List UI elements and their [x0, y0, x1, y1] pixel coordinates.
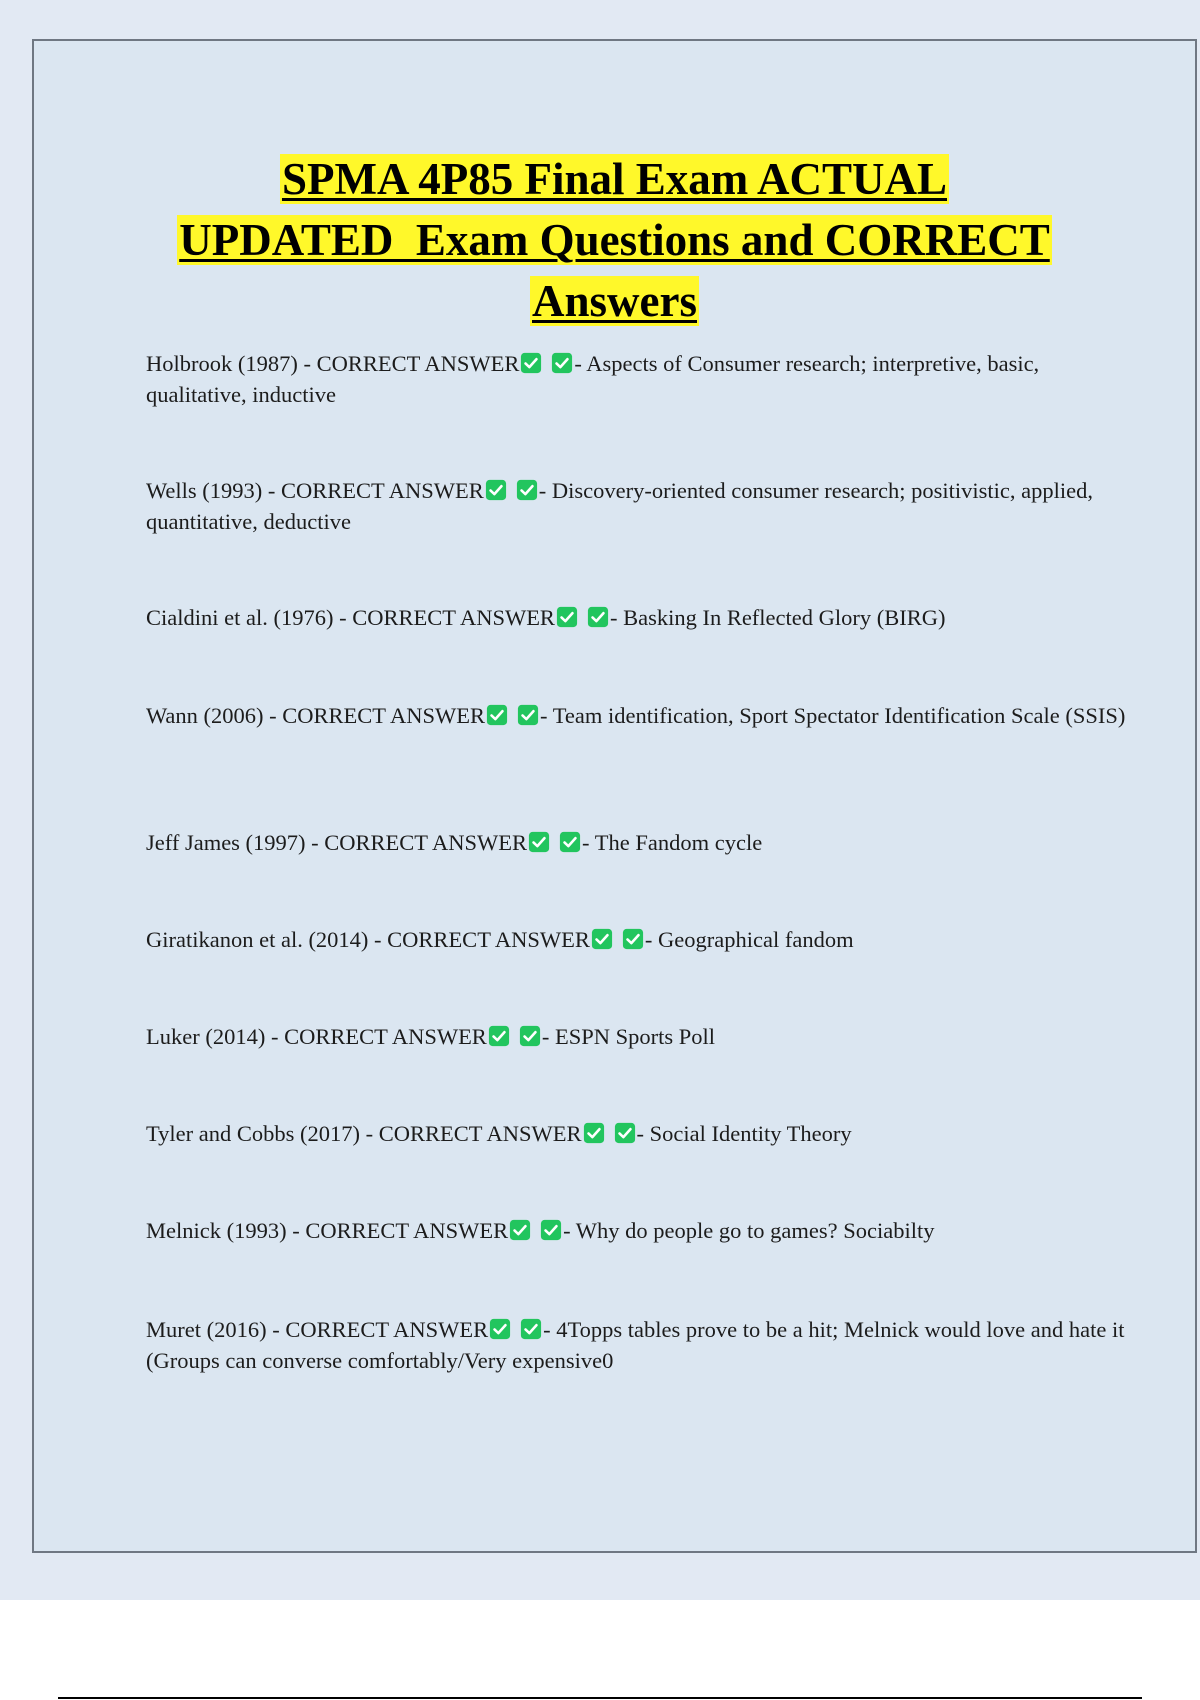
title-line-3: Answers	[532, 276, 697, 326]
qa-term: Cialdini et al. (1976) - CORRECT ANSWER	[146, 605, 555, 630]
qa-term: Giratikanon et al. (2014) - CORRECT ANSWER	[146, 927, 590, 952]
qa-answer: - Team identification, Sport Spectator Identification Scale (SSIS)	[540, 703, 1126, 728]
qa-item	[146, 924, 1126, 955]
qa-item	[146, 700, 1126, 731]
check-mark-button-icon	[489, 1318, 511, 1340]
check-mark-button-icon	[520, 1318, 542, 1340]
check-mark-button-icon	[556, 606, 578, 628]
qa-item	[146, 475, 1126, 537]
qa-term: Muret (2016) - CORRECT ANSWER	[146, 1317, 489, 1342]
check-mark-button-icon	[517, 704, 539, 726]
check-mark-button-icon	[519, 1025, 541, 1047]
qa-term: Luker (2014) - CORRECT ANSWER	[146, 1024, 487, 1049]
qa-term: Jeff James (1997) - CORRECT ANSWER	[146, 830, 528, 855]
check-mark-button-icon	[488, 1025, 510, 1047]
footer-rule	[58, 1697, 1142, 1699]
check-mark-button-icon	[520, 352, 542, 374]
check-mark-button-icon	[486, 704, 508, 726]
check-mark-button-icon	[516, 479, 538, 501]
check-mark-button-icon	[485, 479, 507, 501]
qa-answer: - Why do people go to games? Sociabilty	[563, 1218, 935, 1243]
qa-term: Wells (1993) - CORRECT ANSWER	[146, 478, 484, 503]
check-mark-button-icon	[551, 352, 573, 374]
qa-list	[34, 41, 1195, 1551]
check-mark-button-icon	[509, 1219, 531, 1241]
qa-answer: - Basking In Reflected Glory (BIRG)	[609, 605, 946, 630]
qa-answer: - Aspects of Consumer research; interpretive, basic, qualitative, inductive	[146, 351, 1040, 407]
qa-item	[146, 1021, 1126, 1052]
qa-answer: - 4Topps tables prove to be a hit; Melnick would love and hate it (Groups can converse comfortably/Very expensive0	[146, 1317, 1125, 1373]
check-mark-button-icon	[559, 831, 581, 853]
check-mark-button-icon	[528, 831, 550, 853]
qa-term: Tyler and Cobbs (2017) - CORRECT ANSWER	[146, 1121, 582, 1146]
check-mark-button-icon	[591, 928, 613, 950]
qa-answer: - Geographical fandom	[644, 927, 854, 952]
title-line-2: UPDATED Exam Questions and CORRECT	[179, 215, 1050, 265]
qa-item	[146, 1118, 1126, 1149]
qa-answer: - Social Identity Theory	[636, 1121, 852, 1146]
check-mark-button-icon	[587, 606, 609, 628]
qa-term: Holbrook (1987) - CORRECT ANSWER	[146, 351, 520, 376]
qa-item	[146, 827, 1126, 858]
qa-item	[146, 1314, 1126, 1376]
qa-item	[146, 1215, 1126, 1246]
check-mark-button-icon	[622, 928, 644, 950]
check-mark-button-icon	[583, 1122, 605, 1144]
qa-answer: - ESPN Sports Poll	[541, 1024, 715, 1049]
title-line-1: SPMA 4P85 Final Exam ACTUAL	[281, 154, 948, 204]
qa-term: Melnick (1993) - CORRECT ANSWER	[146, 1218, 509, 1243]
check-mark-button-icon	[540, 1219, 562, 1241]
qa-answer: - The Fandom cycle	[582, 830, 763, 855]
document-page	[32, 39, 1197, 1553]
qa-item	[146, 348, 1126, 410]
qa-item	[146, 602, 1126, 633]
check-mark-button-icon	[614, 1122, 636, 1144]
qa-term: Wann (2006) - CORRECT ANSWER	[146, 703, 486, 728]
qa-answer: - Discovery-oriented consumer research; positivistic, applied, quantitative, deductive	[146, 478, 1093, 534]
